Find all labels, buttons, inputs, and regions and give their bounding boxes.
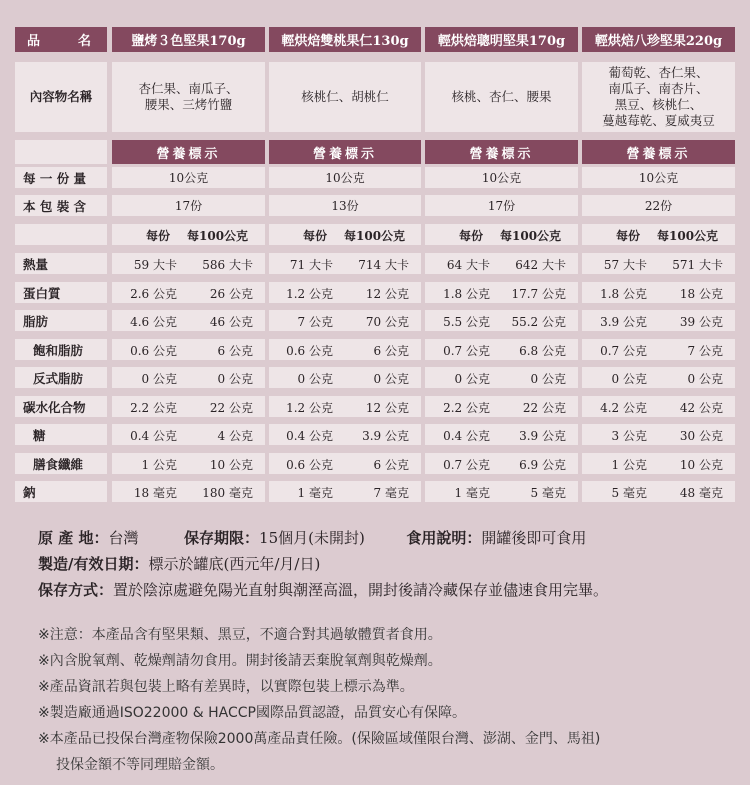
nutrient-cell-product-2 — [269, 339, 421, 360]
subheader-1 — [112, 224, 265, 245]
per-100g-value: 39 公克 — [679, 315, 723, 329]
package-label: 本 包 裝 含 — [15, 195, 107, 216]
nutrient-cell-product-3 — [425, 367, 578, 388]
contents-line: 黑豆、核桃仁、 — [614, 97, 703, 112]
nutrition-title-4: 營養標示 — [582, 140, 735, 164]
per-serving-value: 1 公克 — [141, 458, 177, 472]
usage-value: 開罐後即可食用 — [481, 529, 587, 547]
per-serving-value: 1.8 公克 — [443, 287, 490, 301]
per-100g-value: 0 公克 — [530, 372, 566, 386]
per-100g-value: 3.9 公克 — [362, 429, 409, 443]
nutrient-label: 脂肪 — [15, 310, 107, 331]
subheader-2 — [269, 224, 421, 245]
note-certification: ※製造廠通過ISO22000 & HACCP國際品質認證，品質安心有保障。 — [38, 705, 466, 721]
per-serving-value: 0.7 公克 — [443, 458, 490, 472]
contents-label: 內容物名稱 — [15, 62, 107, 132]
per-serving-value: 0 公克 — [297, 372, 333, 386]
name-column-header: 品 名 — [15, 27, 107, 52]
nutrient-cell-product-4 — [582, 396, 735, 417]
nutrient-cell-product-1 — [112, 396, 265, 417]
note-desiccant: ※內含脫氧劑、乾燥劑請勿食用。開封後請丟棄脫氧劑與乾燥劑。 — [38, 653, 442, 669]
per-100g-value: 714 大卡 — [358, 258, 409, 272]
per-serving-value: 5.5 公克 — [443, 315, 490, 329]
per-serving-value: 1.2 公克 — [286, 287, 333, 301]
per-serving-value: 1 毫克 — [297, 486, 333, 500]
contents-line: 杏仁果、南瓜子、 — [138, 81, 239, 96]
nutrient-cell-product-4 — [582, 481, 735, 502]
date-label: 製造/有效日期： — [38, 555, 149, 573]
nutrient-cell-product-4 — [582, 424, 735, 445]
contents-line: 核桃、杏仁、腰果 — [451, 89, 552, 104]
per-100g-value: 46 公克 — [209, 315, 253, 329]
storage-line — [38, 579, 608, 600]
origin-line — [38, 527, 586, 548]
per-100g-value: 180 毫克 — [202, 486, 253, 500]
nutrient-cell-product-3 — [425, 424, 578, 445]
nutrient-cell-product-1 — [112, 310, 265, 331]
per-100g-value: 22 公克 — [209, 401, 253, 415]
nutrition-title-2: 營養標示 — [269, 140, 421, 164]
per-serving-header: 每份 — [459, 229, 484, 243]
per-serving-value: 1.8 公克 — [600, 287, 647, 301]
per-100g-header: 每100公克 — [657, 229, 719, 243]
origin-label: 原 產 地： — [38, 529, 109, 547]
contents-product-1 — [112, 62, 265, 132]
nutrient-cell-product-3 — [425, 481, 578, 502]
per-100g-value: 22 公克 — [522, 401, 566, 415]
nutrient-cell-product-2 — [269, 424, 421, 445]
per-100g-value: 12 公克 — [365, 401, 409, 415]
per-serving-value: 2.6 公克 — [130, 287, 177, 301]
contents-line: 葡萄乾、杏仁果、 — [608, 65, 709, 80]
contents-product-3 — [425, 62, 578, 132]
per-100g-value: 6 公克 — [217, 344, 253, 358]
per-100g-value: 5 毫克 — [530, 486, 566, 500]
per-100g-value: 6.8 公克 — [519, 344, 566, 358]
per-100g-value: 6 公克 — [373, 458, 409, 472]
per-100g-value: 26 公克 — [209, 287, 253, 301]
per-serving-value: 1 毫克 — [454, 486, 490, 500]
per-100g-value: 0 公克 — [373, 372, 409, 386]
per-100g-header: 每100公克 — [187, 229, 249, 243]
per-serving-value: 0 公克 — [454, 372, 490, 386]
nutrient-cell-product-3 — [425, 253, 578, 274]
per-serving-value: 0.6 公克 — [286, 344, 333, 358]
serving-value-3: 10公克 — [425, 167, 578, 188]
nutrient-cell-product-4 — [582, 339, 735, 360]
storage-label: 保存方式： — [38, 581, 114, 599]
nutrient-cell-product-4 — [582, 253, 735, 274]
nutrient-cell-product-1 — [112, 453, 265, 474]
per-100g-value: 18 公克 — [679, 287, 723, 301]
per-100g-value: 10 公克 — [209, 458, 253, 472]
nutrient-cell-product-2 — [269, 253, 421, 274]
note-insurance: ※本產品已投保台灣產物保險2000萬產品責任險。(保險區域僅限台灣、澎湖、金門、馬祖) — [38, 731, 601, 747]
per-serving-value: 4.2 公克 — [600, 401, 647, 415]
per-100g-value: 30 公克 — [679, 429, 723, 443]
per-100g-value: 3.9 公克 — [519, 429, 566, 443]
shelf-value: 15個月(未開封) — [259, 529, 365, 547]
note-insurance-amount: 投保金額不等同理賠金額。 — [56, 757, 224, 773]
nutrient-label: 膳食纖維 — [15, 453, 107, 474]
per-100g-value: 7 公克 — [687, 344, 723, 358]
note-allergy: ※注意：本產品含有堅果類、黑豆，不適合對其過敏體質者食用。 — [38, 627, 442, 643]
nutrient-cell-product-4 — [582, 367, 735, 388]
per-serving-value: 7 公克 — [297, 315, 333, 329]
contents-line: 腰果、三烤竹鹽 — [144, 97, 233, 112]
nutrient-cell-product-2 — [269, 367, 421, 388]
nutrient-cell-product-2 — [269, 282, 421, 303]
contents-line: 蔓越莓乾、夏威夷豆 — [602, 113, 715, 128]
origin-value: 台灣 — [108, 529, 139, 547]
per-serving-value: 0.4 公克 — [443, 429, 490, 443]
per-100g-header: 每100公克 — [500, 229, 562, 243]
nutrient-cell-product-4 — [582, 282, 735, 303]
per-serving-value: 0.7 公克 — [443, 344, 490, 358]
per-serving-value: 5 毫克 — [611, 486, 647, 500]
per-serving-value: 3 公克 — [611, 429, 647, 443]
serving-value-4: 10公克 — [582, 167, 735, 188]
package-value-2: 13份 — [269, 195, 421, 216]
per-serving-value: 3.9 公克 — [600, 315, 647, 329]
per-serving-value: 1 公克 — [611, 458, 647, 472]
nutrient-cell-product-2 — [269, 481, 421, 502]
per-serving-value: 0.6 公克 — [130, 344, 177, 358]
subheader-3 — [425, 224, 578, 245]
per-100g-value: 4 公克 — [217, 429, 253, 443]
usage-label: 食用說明： — [406, 529, 482, 547]
nutrient-label: 糖 — [15, 424, 107, 445]
per-serving-value: 57 大卡 — [603, 258, 647, 272]
contents-line: 核桃仁、胡桃仁 — [301, 89, 389, 104]
nutrition-title-3: 營養標示 — [425, 140, 578, 164]
subheader-blank — [15, 224, 107, 245]
subheader-4 — [582, 224, 735, 245]
per-serving-value: 71 大卡 — [289, 258, 333, 272]
package-value-1: 17份 — [112, 195, 265, 216]
per-100g-value: 642 大卡 — [515, 258, 566, 272]
product-header-4: 輕烘焙八珍堅果220g — [582, 27, 735, 52]
nutrient-cell-product-1 — [112, 282, 265, 303]
per-serving-value: 0.7 公克 — [600, 344, 647, 358]
per-serving-value: 1.2 公克 — [286, 401, 333, 415]
nutrient-cell-product-2 — [269, 310, 421, 331]
product-header-1: 鹽烤３色堅果170g — [112, 27, 265, 52]
contents-line: 南瓜子、南杏片、 — [608, 81, 709, 96]
per-serving-value: 0 公克 — [141, 372, 177, 386]
nutrient-label: 熱量 — [15, 253, 107, 274]
per-serving-value: 0 公克 — [611, 372, 647, 386]
per-100g-value: 0 公克 — [687, 372, 723, 386]
nutrient-cell-product-2 — [269, 453, 421, 474]
per-serving-value: 59 大卡 — [133, 258, 177, 272]
per-serving-header: 每份 — [616, 229, 641, 243]
package-value-3: 17份 — [425, 195, 578, 216]
per-100g-value: 0 公克 — [217, 372, 253, 386]
per-100g-value: 42 公克 — [679, 401, 723, 415]
serving-value-2: 10公克 — [269, 167, 421, 188]
date-line — [38, 553, 320, 574]
storage-value: 置於陰涼處避免陽光直射與潮溼高溫，開封後請冷藏保存並儘速食用完畢。 — [113, 581, 609, 599]
nutrient-cell-product-1 — [112, 481, 265, 502]
nutrient-label: 蛋白質 — [15, 282, 107, 303]
per-serving-value: 2.2 公克 — [130, 401, 177, 415]
nutrient-cell-product-3 — [425, 282, 578, 303]
per-100g-value: 586 大卡 — [202, 258, 253, 272]
nutrient-cell-product-2 — [269, 396, 421, 417]
per-100g-value: 48 毫克 — [679, 486, 723, 500]
nutrient-label: 鈉 — [15, 481, 107, 502]
per-serving-value: 18 毫克 — [133, 486, 177, 500]
per-serving-value: 0.4 公克 — [286, 429, 333, 443]
contents-product-4 — [582, 62, 735, 132]
nutrient-cell-product-3 — [425, 453, 578, 474]
nutrient-cell-product-3 — [425, 396, 578, 417]
per-serving-value: 4.6 公克 — [130, 315, 177, 329]
nutrition-title-1: 營養標示 — [112, 140, 265, 164]
product-header-3: 輕烘焙聰明堅果170g — [425, 27, 578, 52]
per-100g-header: 每100公克 — [344, 229, 406, 243]
nutrient-cell-product-1 — [112, 253, 265, 274]
per-serving-value: 0.4 公克 — [130, 429, 177, 443]
per-serving-value: 0.6 公克 — [286, 458, 333, 472]
per-serving-header: 每份 — [303, 229, 328, 243]
per-100g-value: 571 大卡 — [672, 258, 723, 272]
per-serving-value: 2.2 公克 — [443, 401, 490, 415]
product-header-2: 輕烘焙雙桃果仁130g — [269, 27, 421, 52]
date-value: 標示於罐底(西元年/月/日) — [148, 555, 321, 573]
nutrient-cell-product-3 — [425, 339, 578, 360]
nutrient-label: 反式脂肪 — [15, 367, 107, 388]
per-100g-value: 17.7 公克 — [511, 287, 566, 301]
nutrition-blank-cell — [15, 140, 107, 164]
per-100g-value: 6.9 公克 — [519, 458, 566, 472]
per-100g-value: 55.2 公克 — [511, 315, 566, 329]
serving-value-1: 10公克 — [112, 167, 265, 188]
nutrient-cell-product-1 — [112, 424, 265, 445]
per-100g-value: 7 毫克 — [373, 486, 409, 500]
nutrient-cell-product-4 — [582, 453, 735, 474]
per-serving-header: 每份 — [146, 229, 171, 243]
per-100g-value: 12 公克 — [365, 287, 409, 301]
per-100g-value: 6 公克 — [373, 344, 409, 358]
per-100g-value: 10 公克 — [679, 458, 723, 472]
per-100g-value: 70 公克 — [365, 315, 409, 329]
nutrient-label: 碳水化合物 — [15, 396, 107, 417]
note-packaging: ※產品資訊若與包裝上略有差異時，以實際包裝上標示為準。 — [38, 679, 414, 695]
nutrient-cell-product-4 — [582, 310, 735, 331]
shelf-label: 保存期限： — [184, 529, 260, 547]
serving-label: 每 一 份 量 — [15, 167, 107, 188]
contents-product-2 — [269, 62, 421, 132]
nutrient-cell-product-1 — [112, 367, 265, 388]
nutrient-cell-product-3 — [425, 310, 578, 331]
per-serving-value: 64 大卡 — [446, 258, 490, 272]
nutrient-label: 飽和脂肪 — [15, 339, 107, 360]
package-value-4: 22份 — [582, 195, 735, 216]
nutrient-cell-product-1 — [112, 339, 265, 360]
